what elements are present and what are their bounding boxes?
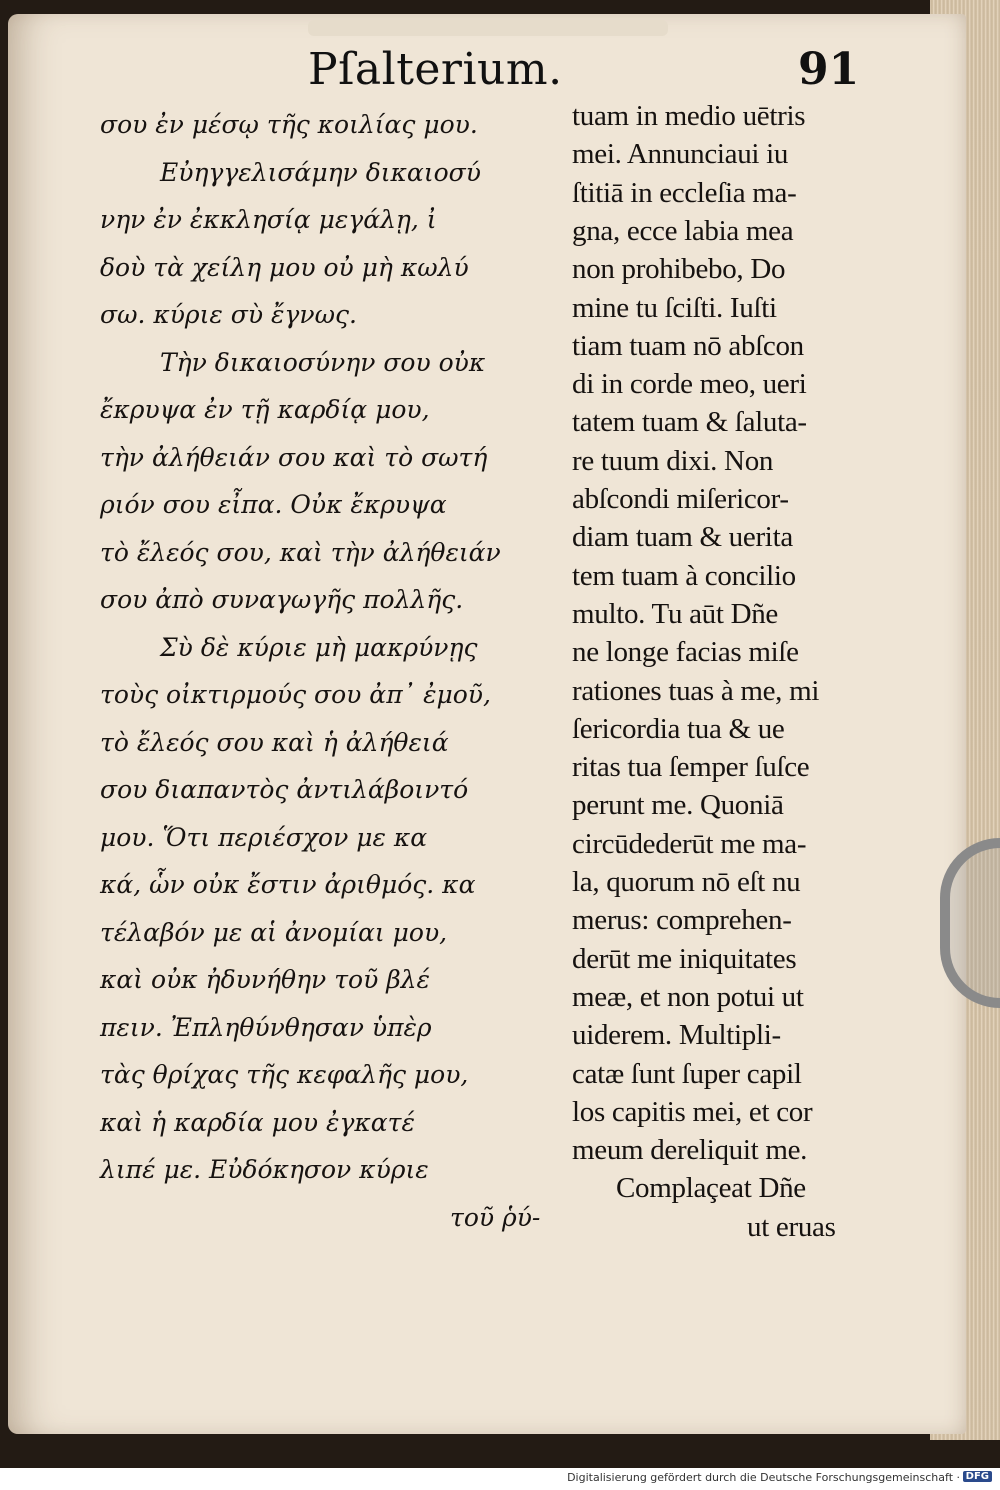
greek-text-line: Τὴν δικαιοσύνην σου οὐκ (160, 347, 486, 377)
latin-text-line: ut eruas (747, 1210, 836, 1243)
latin-text-line: ſericordia tua & ue (572, 712, 785, 745)
latin-text-line: mei. Annunciaui iu (572, 138, 789, 171)
latin-text-line: tem tuam à concilio (572, 559, 796, 592)
greek-text-line: τὸ ἔλεός σου καὶ ἡ ἀλήθειά (100, 727, 449, 757)
greek-text-line: σω. κύριε σὺ ἔγνως. (100, 300, 357, 329)
latin-text-line: tuam in medio uētris (572, 100, 806, 132)
greek-text-line: τοῦ ῥύ- (450, 1202, 541, 1232)
latin-text-line: multo. Tu aūt Dñe (572, 597, 778, 630)
latin-text-line: tatem tuam & ſaluta- (572, 406, 807, 439)
folio-number: 91 (798, 44, 860, 95)
greek-text-line: καὶ οὐκ ἠδυνήθην τοῦ βλέ (100, 965, 430, 994)
latin-text-line: gna, ecce labia mea (572, 214, 794, 247)
latin-text-line: Complaçeat Dñe (616, 1172, 806, 1205)
latin-text-line: derūt me iniquitates (572, 942, 797, 975)
running-title: Pſalterium. (308, 44, 563, 95)
greek-text-line: τέλαβόν με αἱ ἀνομίαι μου, (100, 917, 448, 947)
greek-text-line: πειν. Ἐπληθύνθησαν ὑπὲρ (100, 1012, 432, 1042)
greek-text-line: τὸ ἔλεός σου, καὶ τὴν ἀλήθειάν (100, 537, 501, 567)
latin-text-line: ſtitiā in eccleſia ma- (572, 176, 797, 209)
latin-text-line: tiam tuam nō abſcon (572, 329, 804, 362)
latin-text-line: los capitis mei, et cor (572, 1095, 813, 1128)
digitization-credit: Digitalisierung gefördert durch die Deutsche Forschungsgemeinschaft · (567, 1471, 960, 1484)
latin-text-line: ne longe facias miſe (572, 636, 799, 669)
latin-text-line: di in corde meo, ueri (572, 368, 807, 401)
latin-text-line: meum dereliquit me. (572, 1134, 808, 1167)
greek-text-line: λιπέ με. Εὐδόκησον κύριε (100, 1155, 429, 1184)
latin-text-line: uiderem. Multipli- (572, 1019, 781, 1052)
greek-text-line: καὶ ἡ καρδία μου ἐγκατέ (100, 1107, 415, 1137)
latin-text-line: merus: comprehen- (572, 904, 792, 937)
latin-text-line: perunt me. Quoniā (572, 789, 784, 822)
latin-text-line: rationes tuas à me, mi (572, 674, 820, 707)
greek-text-line: Σὺ δὲ κύριε μὴ μακρύνῃς (160, 632, 478, 662)
latin-text-line: catæ ſunt ſuper capil (572, 1057, 802, 1090)
latin-text-line: re tuum dixi. Non (572, 444, 774, 477)
greek-text-line: ἔκρυψα ἐν τῇ καρδίᾳ μου, (100, 395, 430, 424)
greek-text-line: σου ἀπὸ συναγωγῆς πολλῆς. (100, 585, 464, 614)
latin-text-line: la, quorum nō eſt nu (572, 866, 801, 898)
greek-text-line: σου ἐν μέσῳ τῆς κοιλίας μου. (100, 110, 478, 139)
greek-text-line: δοὺ τὰ χείλη μου οὐ μὴ κωλύ (100, 252, 469, 282)
greek-text-line: κά, ὧν οὐκ ἔστιν ἀριθμός. κα (100, 870, 476, 899)
page-top-edge (308, 20, 668, 36)
greek-text-line: νην ἐν ἐκκλησίᾳ μεγάλῃ, ἰ (100, 205, 437, 234)
latin-text-line: ritas tua ſemper ſuſce (572, 751, 810, 784)
greek-text-line: τὴν ἀλήθειάν σου καὶ τὸ σωτή (100, 442, 488, 472)
greek-text-line: τοὺς οἰκτιρμούς σου ἀπ᾽ ἐμοῦ, (100, 680, 491, 709)
latin-text-line: circūdederūt me ma- (572, 827, 807, 860)
dfg-logo: DFG (963, 1471, 992, 1482)
latin-text-line: mine tu ſciſti. Iuſti (572, 291, 777, 324)
greek-text-line: Εὐηγγελισάμην δικαιοσύ (160, 157, 481, 187)
greek-text-line: ριόν σου εἶπα. Οὐκ ἔκρυψα (100, 490, 447, 519)
latin-text-line: non prohibebo, Do (572, 253, 786, 286)
latin-text-line: diam tuam & uerita (572, 521, 793, 554)
latin-text-line: meæ, et non potui ut (572, 980, 804, 1013)
latin-text-line: abſcondi miſericor- (572, 483, 789, 515)
greek-text-line: τὰς θρίχας τῆς κεφαλῆς μου, (100, 1060, 469, 1089)
greek-text-line: μου. Ὅτι περιέσχον με κα (100, 822, 428, 852)
greek-text-line: σου διαπαντὸς ἀντιλάβοιντό (100, 775, 469, 804)
